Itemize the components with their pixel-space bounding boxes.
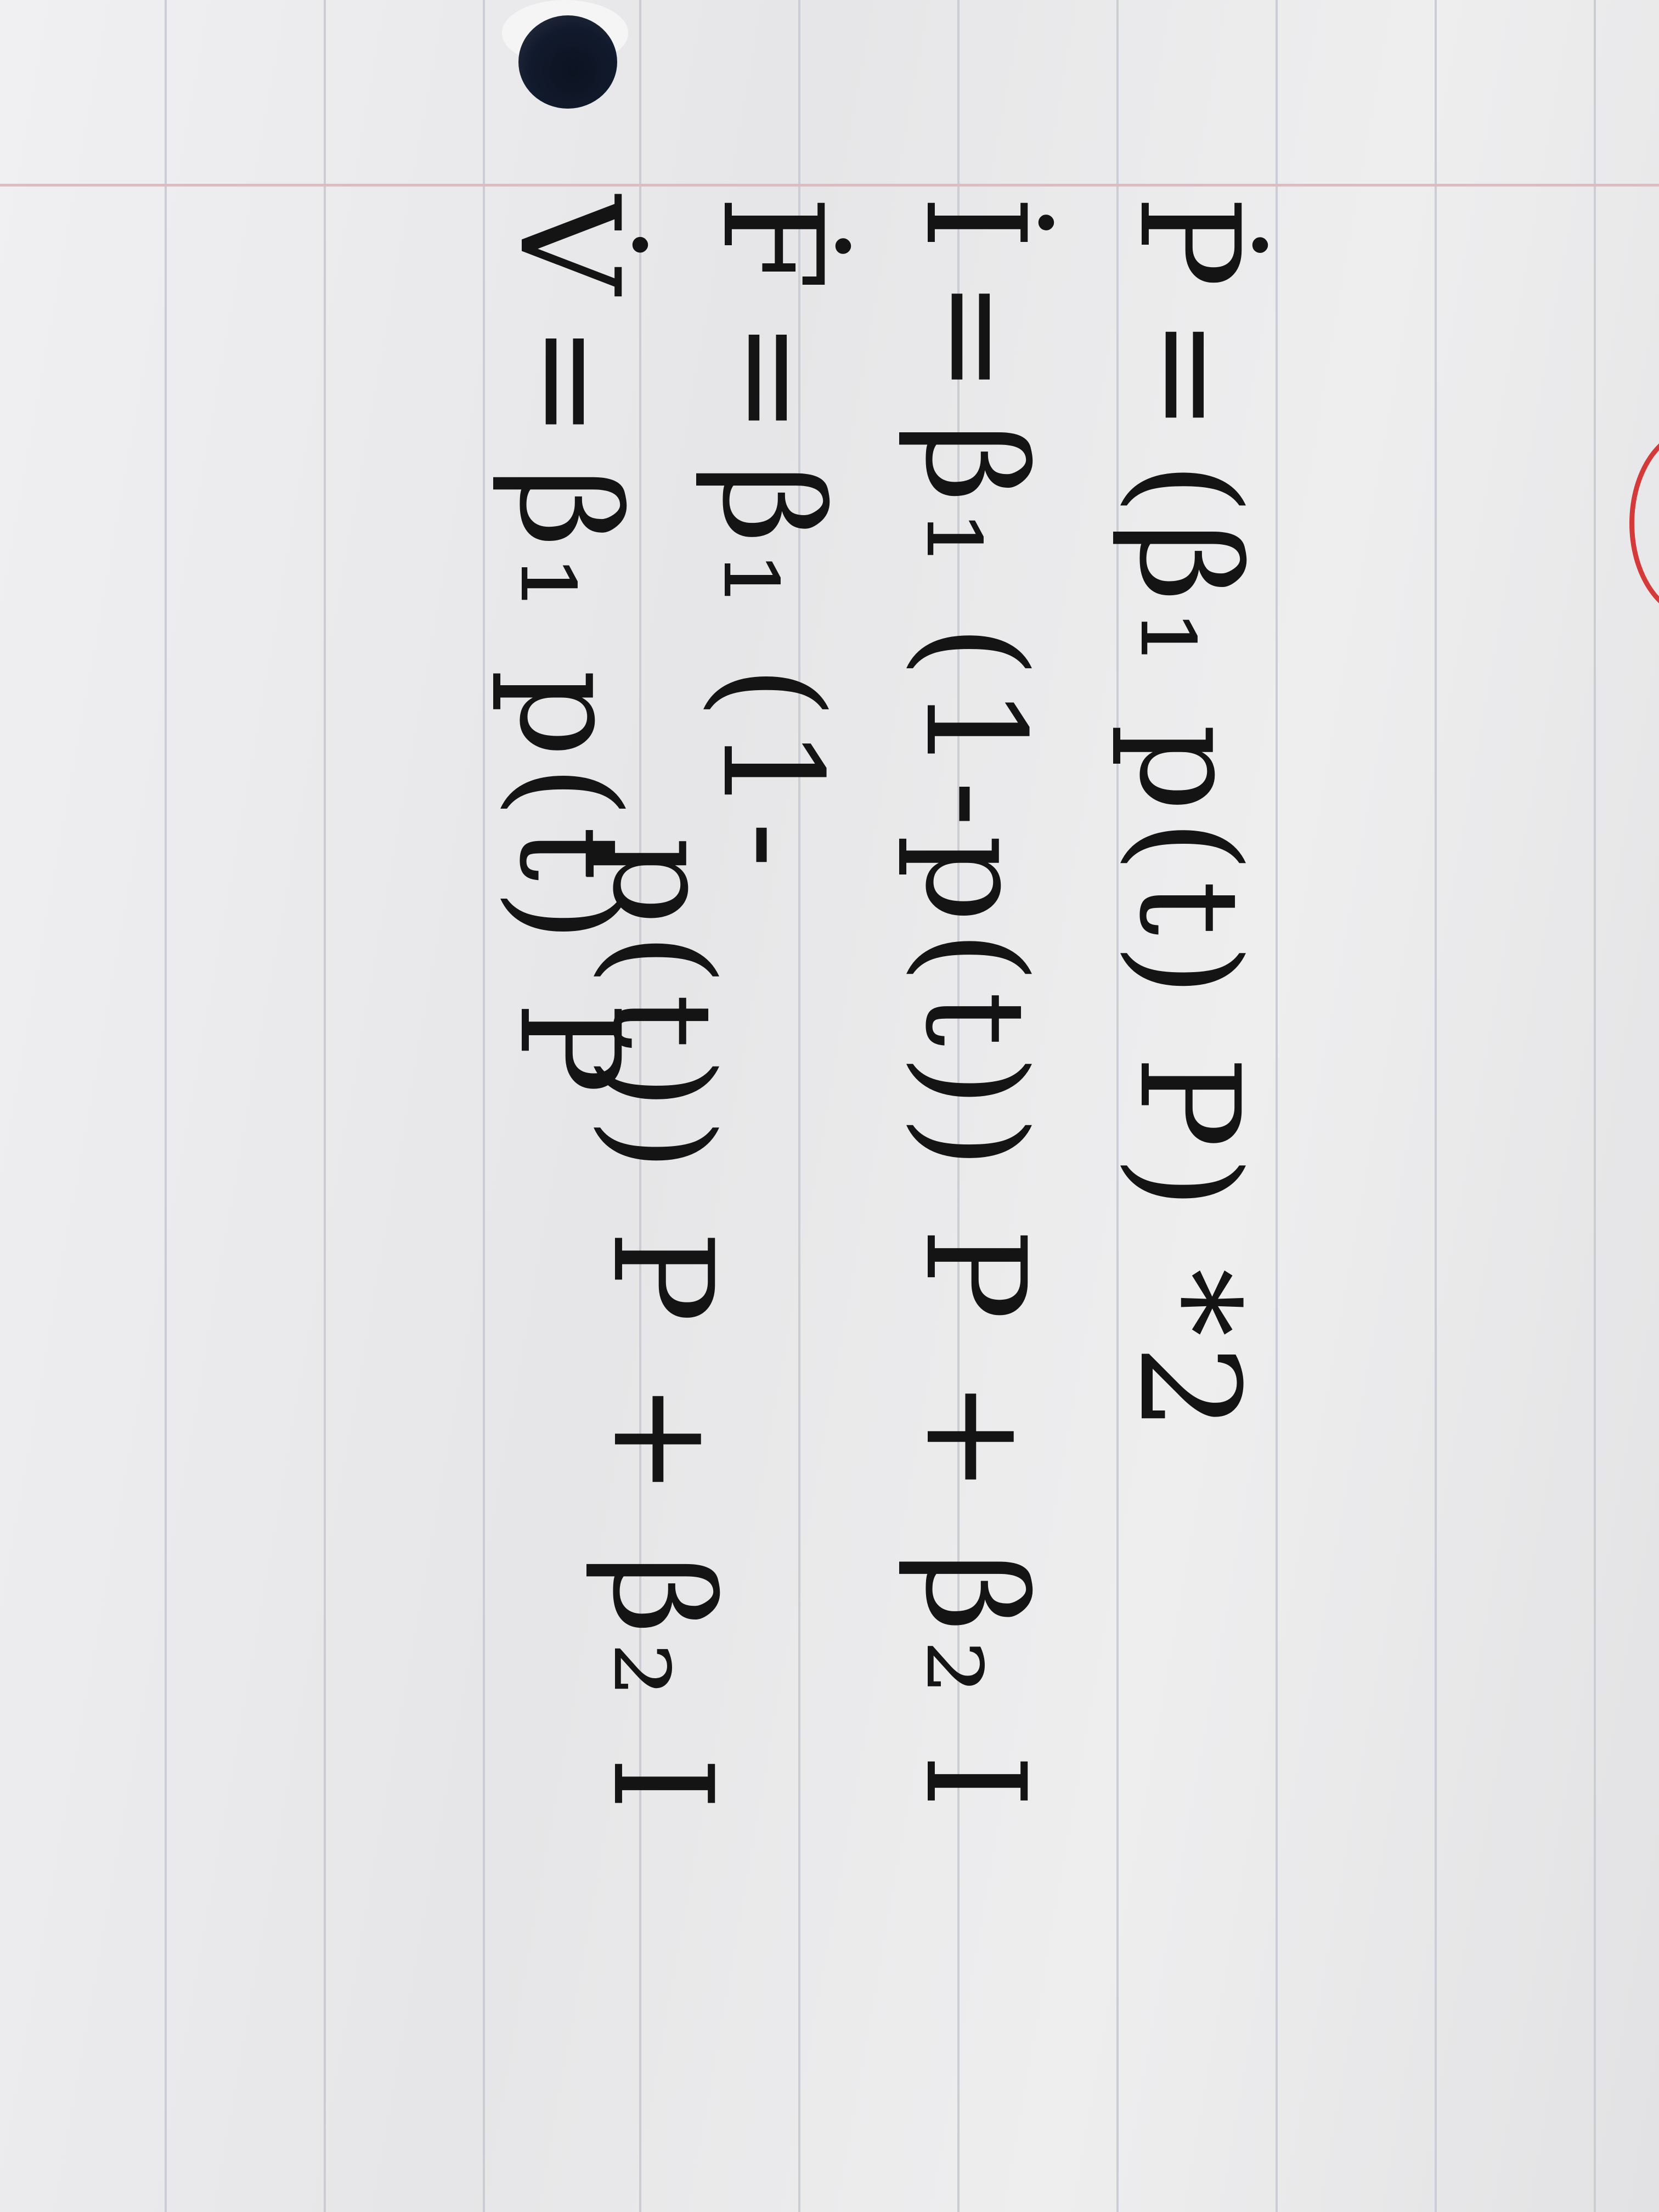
equation-p-dot [1109, 195, 1269, 1440]
equation-f-dot-continued: p(t)) P + β₂ I [583, 837, 742, 1819]
punch-hole [518, 15, 617, 109]
equals-sign: = [692, 320, 852, 443]
ruled-line [1594, 0, 1596, 2212]
equation-v-dot [489, 195, 649, 1102]
equation-lhs: V̇ [489, 195, 649, 302]
handwritten-equations [418, 195, 1351, 1951]
ruled-line [324, 0, 326, 2212]
ruled-line [1435, 0, 1437, 2212]
equation-lhs: İ [895, 195, 1055, 257]
equals-sign: = [895, 279, 1055, 402]
equation-rhs: β₁ (1-p(t)) P + β₂ I [895, 424, 1055, 1816]
margin-line [0, 184, 1659, 187]
red-ink-mark [1629, 428, 1659, 619]
equation-i-dot [895, 195, 1055, 1816]
equals-sign: = [1109, 317, 1269, 440]
equation-rhs: β₁ (1- [692, 464, 852, 876]
equation-lhs: Ḟ [692, 195, 852, 298]
equals-sign: = [489, 324, 649, 447]
equation-rhs: (β₁ p(t) P) *2 [1109, 461, 1269, 1440]
equation-f-dot [692, 195, 852, 876]
ruled-line [165, 0, 167, 2212]
equation-lhs: Ṗ [1109, 195, 1269, 296]
equation-rhs: β₁ p(t) P [489, 469, 649, 1102]
